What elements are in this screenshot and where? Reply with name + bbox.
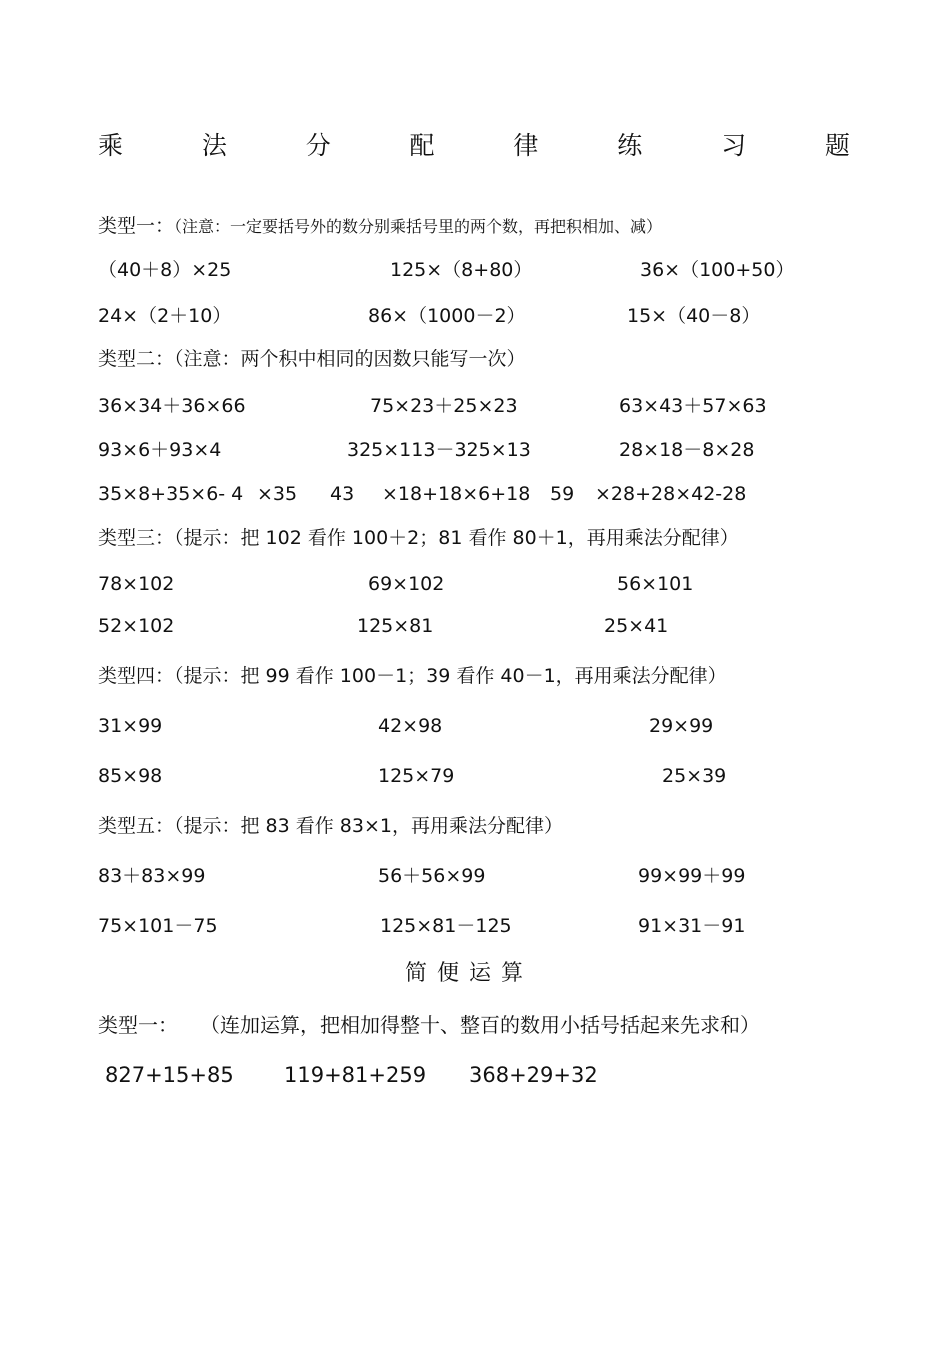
problem: （40＋8）×25 [98, 259, 232, 281]
problem: 125×79 [378, 765, 455, 787]
problem: 75×23＋25×23 [370, 395, 518, 417]
problem: ×18+18×6+18 [382, 483, 531, 505]
section-note: （注意：一定要括号外的数分别乘括号里的两个数，再把积相加、减） [174, 217, 663, 236]
problem: 119+81+259 [284, 1063, 427, 1087]
section-type-label: 类型二： [98, 348, 175, 370]
section-type-label: 类型一： [98, 215, 175, 237]
problem: 827+15+85 [105, 1063, 234, 1087]
section-heading-type4 [98, 662, 727, 690]
problem: 93×6＋93×4 [98, 439, 222, 461]
problem-row [0, 912, 950, 940]
problem-row [0, 862, 950, 890]
section-note: （提示：把 102 看作 100＋2；81 看作 80＋1，再用乘法分配律） [174, 527, 739, 549]
section-heading-type1 [98, 212, 662, 241]
problem: 63×43＋57×63 [619, 395, 767, 417]
problem: 125×81－125 [380, 915, 512, 937]
problem: 52×102 [98, 615, 175, 637]
problem: 83＋83×99 [98, 865, 206, 887]
title-char: 题 [824, 131, 850, 160]
problem: 28×18－8×28 [619, 439, 755, 461]
problem: 36×（100+50） [640, 259, 795, 281]
title-char: 法 [201, 131, 227, 160]
section-note: （注意：两个积中相同的因数只能写一次） [174, 348, 526, 370]
problem-row [0, 712, 950, 740]
problem-row [0, 436, 950, 464]
problem: 36×34＋36×66 [98, 395, 246, 417]
problem: 368+29+32 [469, 1063, 598, 1087]
title-char: 分 [305, 131, 331, 160]
title-char: 练 [617, 131, 643, 160]
problem-row [0, 256, 950, 284]
section-type-label: 类型一： [98, 1013, 178, 1037]
problem: 325×113－325×13 [347, 439, 531, 461]
problem-row [0, 302, 950, 330]
title-char: 乘 [98, 131, 124, 160]
section-heading-type5 [98, 812, 563, 840]
section-heading-simple-type1 [98, 1011, 760, 1039]
section-heading-type2 [98, 345, 526, 373]
problem-row [0, 612, 950, 640]
problem-row [0, 1060, 950, 1090]
problem: ×28+28×42-28 [595, 483, 747, 505]
title-char: 律 [513, 131, 539, 160]
worksheet-title [98, 128, 850, 164]
title-char: 习 [721, 131, 747, 160]
problem: 59 [550, 483, 575, 505]
title-char: 配 [409, 131, 435, 160]
problem: 43 [330, 483, 355, 505]
section-note: （提示：把 99 看作 100－1；39 看作 40－1，再用乘法分配律） [174, 665, 727, 687]
section-heading-type3 [98, 524, 739, 552]
problem: 86×（1000－2） [368, 305, 526, 327]
section-note: （提示：把 83 看作 83×1，再用乘法分配律） [174, 815, 563, 837]
problem: 78×102 [98, 573, 175, 595]
problem: 85×98 [98, 765, 163, 787]
problem: 29×99 [649, 715, 714, 737]
section-type-label: 类型五： [98, 815, 175, 837]
problem-row [0, 762, 950, 790]
problem-row [0, 392, 950, 420]
problem: 75×101－75 [98, 915, 218, 937]
problem: 125×（8+80） [390, 259, 533, 281]
problem: 125×81 [357, 615, 434, 637]
problem: ×35 [257, 483, 298, 505]
problem: 99×99＋99 [638, 865, 746, 887]
problem: 25×41 [604, 615, 669, 637]
section-note: （连加运算，把相加得整十、整百的数用小括号括起来先求和） [200, 1013, 760, 1037]
problem-row [0, 570, 950, 598]
problem: 15×（40－8） [627, 305, 761, 327]
problem: 56＋56×99 [378, 865, 486, 887]
problem: 56×101 [617, 573, 694, 595]
problem: 25×39 [662, 765, 727, 787]
section-type-label: 类型三： [98, 527, 175, 549]
section-type-label: 类型四： [98, 665, 175, 687]
problem: 91×31－91 [638, 915, 746, 937]
problem-row [0, 480, 950, 508]
problem: 42×98 [378, 715, 443, 737]
problem: 24×（2＋10） [98, 305, 232, 327]
problem: 35×8+35×6- 4 [98, 483, 244, 505]
problem: 69×102 [368, 573, 445, 595]
problem: 31×99 [98, 715, 163, 737]
subtitle: 简便运算 [405, 961, 534, 986]
